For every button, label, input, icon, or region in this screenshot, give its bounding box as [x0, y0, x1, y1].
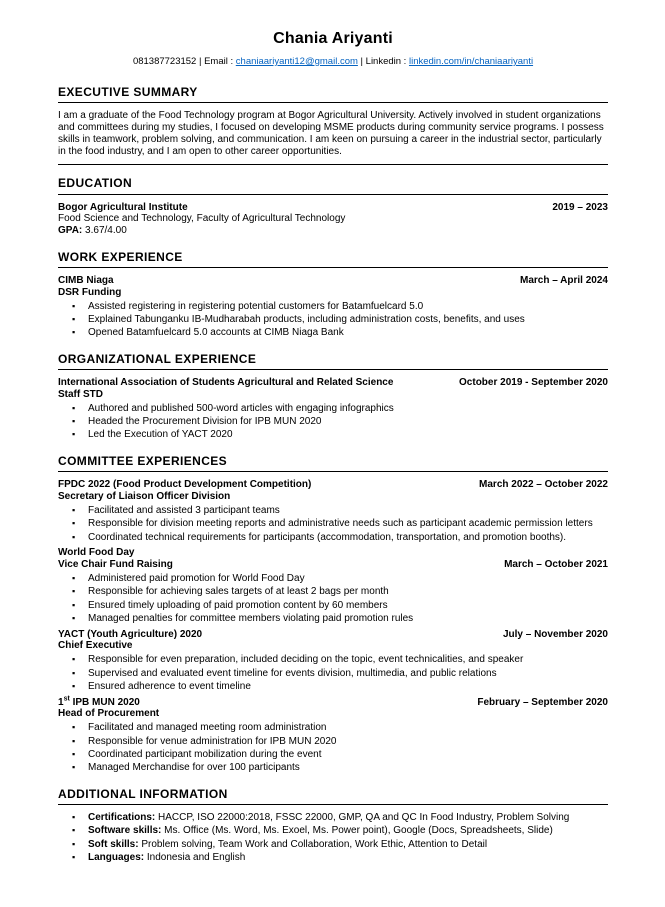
entry-dates: February – September 2020 [477, 696, 608, 708]
gpa-label: GPA: [58, 225, 83, 237]
org-name: CIMB Niaga [58, 275, 114, 287]
section-heading: EXECUTIVE SUMMARY [58, 85, 608, 103]
bullet-item: ▪ Headed the Procurement Division for IPB MUN 2020 [58, 416, 608, 428]
org-name: YACT (Youth Agriculture) 2020 [58, 628, 203, 640]
bullet-list [58, 812, 608, 864]
section-heading: ORGANIZATIONAL EXPERIENCE [58, 352, 608, 370]
skill-text: Ms. Office (Ms. Word, Ms. Exoel, Ms. Power point), Google (Docs, Spreadsheets, Slide) [164, 825, 553, 837]
bullet-item [58, 839, 608, 851]
entry-header [58, 629, 608, 641]
gpa-value: 3.67/4.00 [85, 225, 127, 237]
entry-header [58, 559, 608, 571]
education-dates: 2019 – 2023 [552, 201, 608, 213]
entry-header [58, 377, 608, 389]
bullet-list [58, 403, 608, 441]
skill-text: Problem solving, Team Work and Collaboration, Work Ethic, Attention to Detail [141, 838, 488, 850]
email-link[interactable]: chaniaariyanti12@gmail.com [235, 55, 358, 67]
bullet-list [58, 505, 608, 543]
bullet-item [58, 852, 608, 864]
committee-entry [58, 629, 608, 693]
separator: | [198, 55, 202, 67]
section-heading: WORK EXPERIENCE [58, 250, 608, 268]
linkedin-label: Linkedin : [365, 55, 407, 67]
contact-line [58, 56, 608, 67]
org-name-number: 1 [58, 696, 64, 708]
skill-label: Soft skills: [88, 838, 139, 850]
entry-header [58, 697, 608, 709]
section-committee-experiences [58, 454, 608, 774]
role-title: Staff STD [58, 389, 103, 401]
committee-entry [58, 547, 608, 624]
bullet-list [58, 654, 608, 692]
bullet-item [58, 812, 608, 824]
section-work-experience [58, 250, 608, 339]
bullet-item: ▪ Ensured timely uploading of paid promotion content by 60 members [58, 600, 608, 612]
bullet-item: ▪ Facilitated and managed meeting room administration [58, 722, 608, 734]
org-name-ordinal: st [63, 695, 70, 703]
skill-text: HACCP, ISO 22000:2018, FSSC 22000, GMP, QA and QC In Food Industry, Problem Solving [158, 812, 570, 824]
bullet-item: ▪ Led the Execution of YACT 2020 [58, 429, 608, 441]
bullet-item: ▪ Authored and published 500-word articles with engaging infographics [58, 403, 608, 415]
bullet-item: ▪ Managed penalties for committee members violating paid promotion rules [58, 613, 608, 625]
entry-dates: March – April 2024 [519, 275, 608, 287]
bullet-item: ▪ Administered paid promotion for World Food Day [58, 573, 608, 585]
bullet-item: ▪ Explained Tabunganku IB-Mudharabah products, including administration costs, benefits, and uses [58, 314, 608, 326]
section-heading: COMMITTEE EXPERIENCES [58, 454, 608, 472]
bullet-item: ▪ Responsible for division meeting reports and administrative needs such as participant academic permission letters [58, 518, 608, 530]
bullet-item: ▪ Ensured adherence to event timeline [58, 681, 608, 693]
skill-label: Certifications: [88, 812, 156, 824]
bullet-item: ▪ Coordinated technical requirements for participants (accommodation, transportation, and promotion booths). [58, 532, 608, 544]
bullet-item: ▪ Responsible for venue administration for IPB MUN 2020 [58, 736, 608, 748]
bullet-item: ▪ Facilitated and assisted 3 participant teams [58, 505, 608, 517]
organizational-entry [58, 377, 608, 441]
education-entry-header [58, 202, 608, 214]
bullet-list [58, 722, 608, 774]
bullet-item: ▪ Assisted registering in registering potential customers for Batamfuelcard 5.0 [58, 301, 608, 313]
entry-dates: October 2019 - September 2020 [459, 377, 608, 389]
skill-label: Languages: [88, 851, 145, 863]
school-name: Bogor Agricultural Institute [58, 201, 188, 213]
entry-header [58, 479, 608, 491]
section-additional-information [58, 787, 608, 864]
role-title: Secretary of Liaison Officer Division [58, 491, 231, 503]
role-title: Chief Executive [58, 640, 133, 652]
summary-text: I am a graduate of the Food Technology program at Bogor Agricultural University. Actively involved in student organizations and committees during my studies, I focused on developing MSME products during community service programs. I possess skills in teamwork, problem solving, and communication. I am keen on pursuing a career in the industrial sector, particularly in the food industry, and I am open to other career opportunities. [58, 110, 604, 157]
bullet-list [58, 573, 608, 625]
role-title: Head of Procurement [58, 708, 160, 720]
section-executive-summary [58, 85, 608, 165]
bullet-item: ▪ Coordinated participant mobilization during the event [58, 749, 608, 761]
separator: | [360, 55, 364, 67]
org-name [58, 697, 140, 709]
role-title: DSR Funding [58, 286, 122, 298]
phone-number: 081387723152 [132, 55, 197, 67]
org-name: FPDC 2022 (Food Product Development Competition) [58, 479, 312, 491]
org-name: International Association of Students Agricultural and Related Science [58, 377, 394, 389]
bullet-item: ▪ Managed Merchandise for over 100 participants [58, 762, 608, 774]
bullet-item [58, 825, 608, 837]
section-education [58, 176, 608, 237]
role-title: Vice Chair Fund Raising [58, 559, 173, 571]
bullet-list [58, 301, 608, 339]
work-entry [58, 275, 608, 339]
person-name: Chania Ariyanti [273, 30, 393, 47]
entry-dates: March 2022 – October 2022 [479, 479, 608, 491]
bullet-item: ▪ Responsible for achieving sales targets of at least 2 bags per month [58, 586, 608, 598]
bullet-item: ▪ Opened Batamfuelcard 5.0 accounts at CIMB Niaga Bank [58, 327, 608, 339]
committee-entry [58, 479, 608, 543]
entry-dates: July – November 2020 [502, 628, 608, 640]
entry-header [58, 275, 608, 287]
section-heading: EDUCATION [58, 176, 608, 194]
committee-entry [58, 697, 608, 774]
section-organizational-experience [58, 352, 608, 441]
linkedin-link[interactable]: linkedin.com/in/chaniaariyanti [408, 55, 534, 67]
org-name-rest: IPB MUN 2020 [69, 696, 140, 708]
degree-line: Food Science and Technology, Faculty of Agricultural Technology [58, 213, 346, 225]
skill-label: Software skills: [88, 825, 162, 837]
gpa-line [58, 225, 608, 237]
skill-text: Indonesia and English [146, 851, 246, 863]
bullet-item: ▪ Supervised and evaluated event timeline for events division, multimedia, and public relations [58, 668, 608, 680]
email-label: Email : [204, 55, 234, 67]
org-name: World Food Day [58, 547, 135, 559]
section-heading: ADDITIONAL INFORMATION [58, 787, 608, 805]
entry-dates: March – October 2021 [504, 559, 608, 571]
bullet-item: ▪ Responsible for even preparation, included deciding on the topic, event technicalities, and speaker [58, 654, 608, 666]
